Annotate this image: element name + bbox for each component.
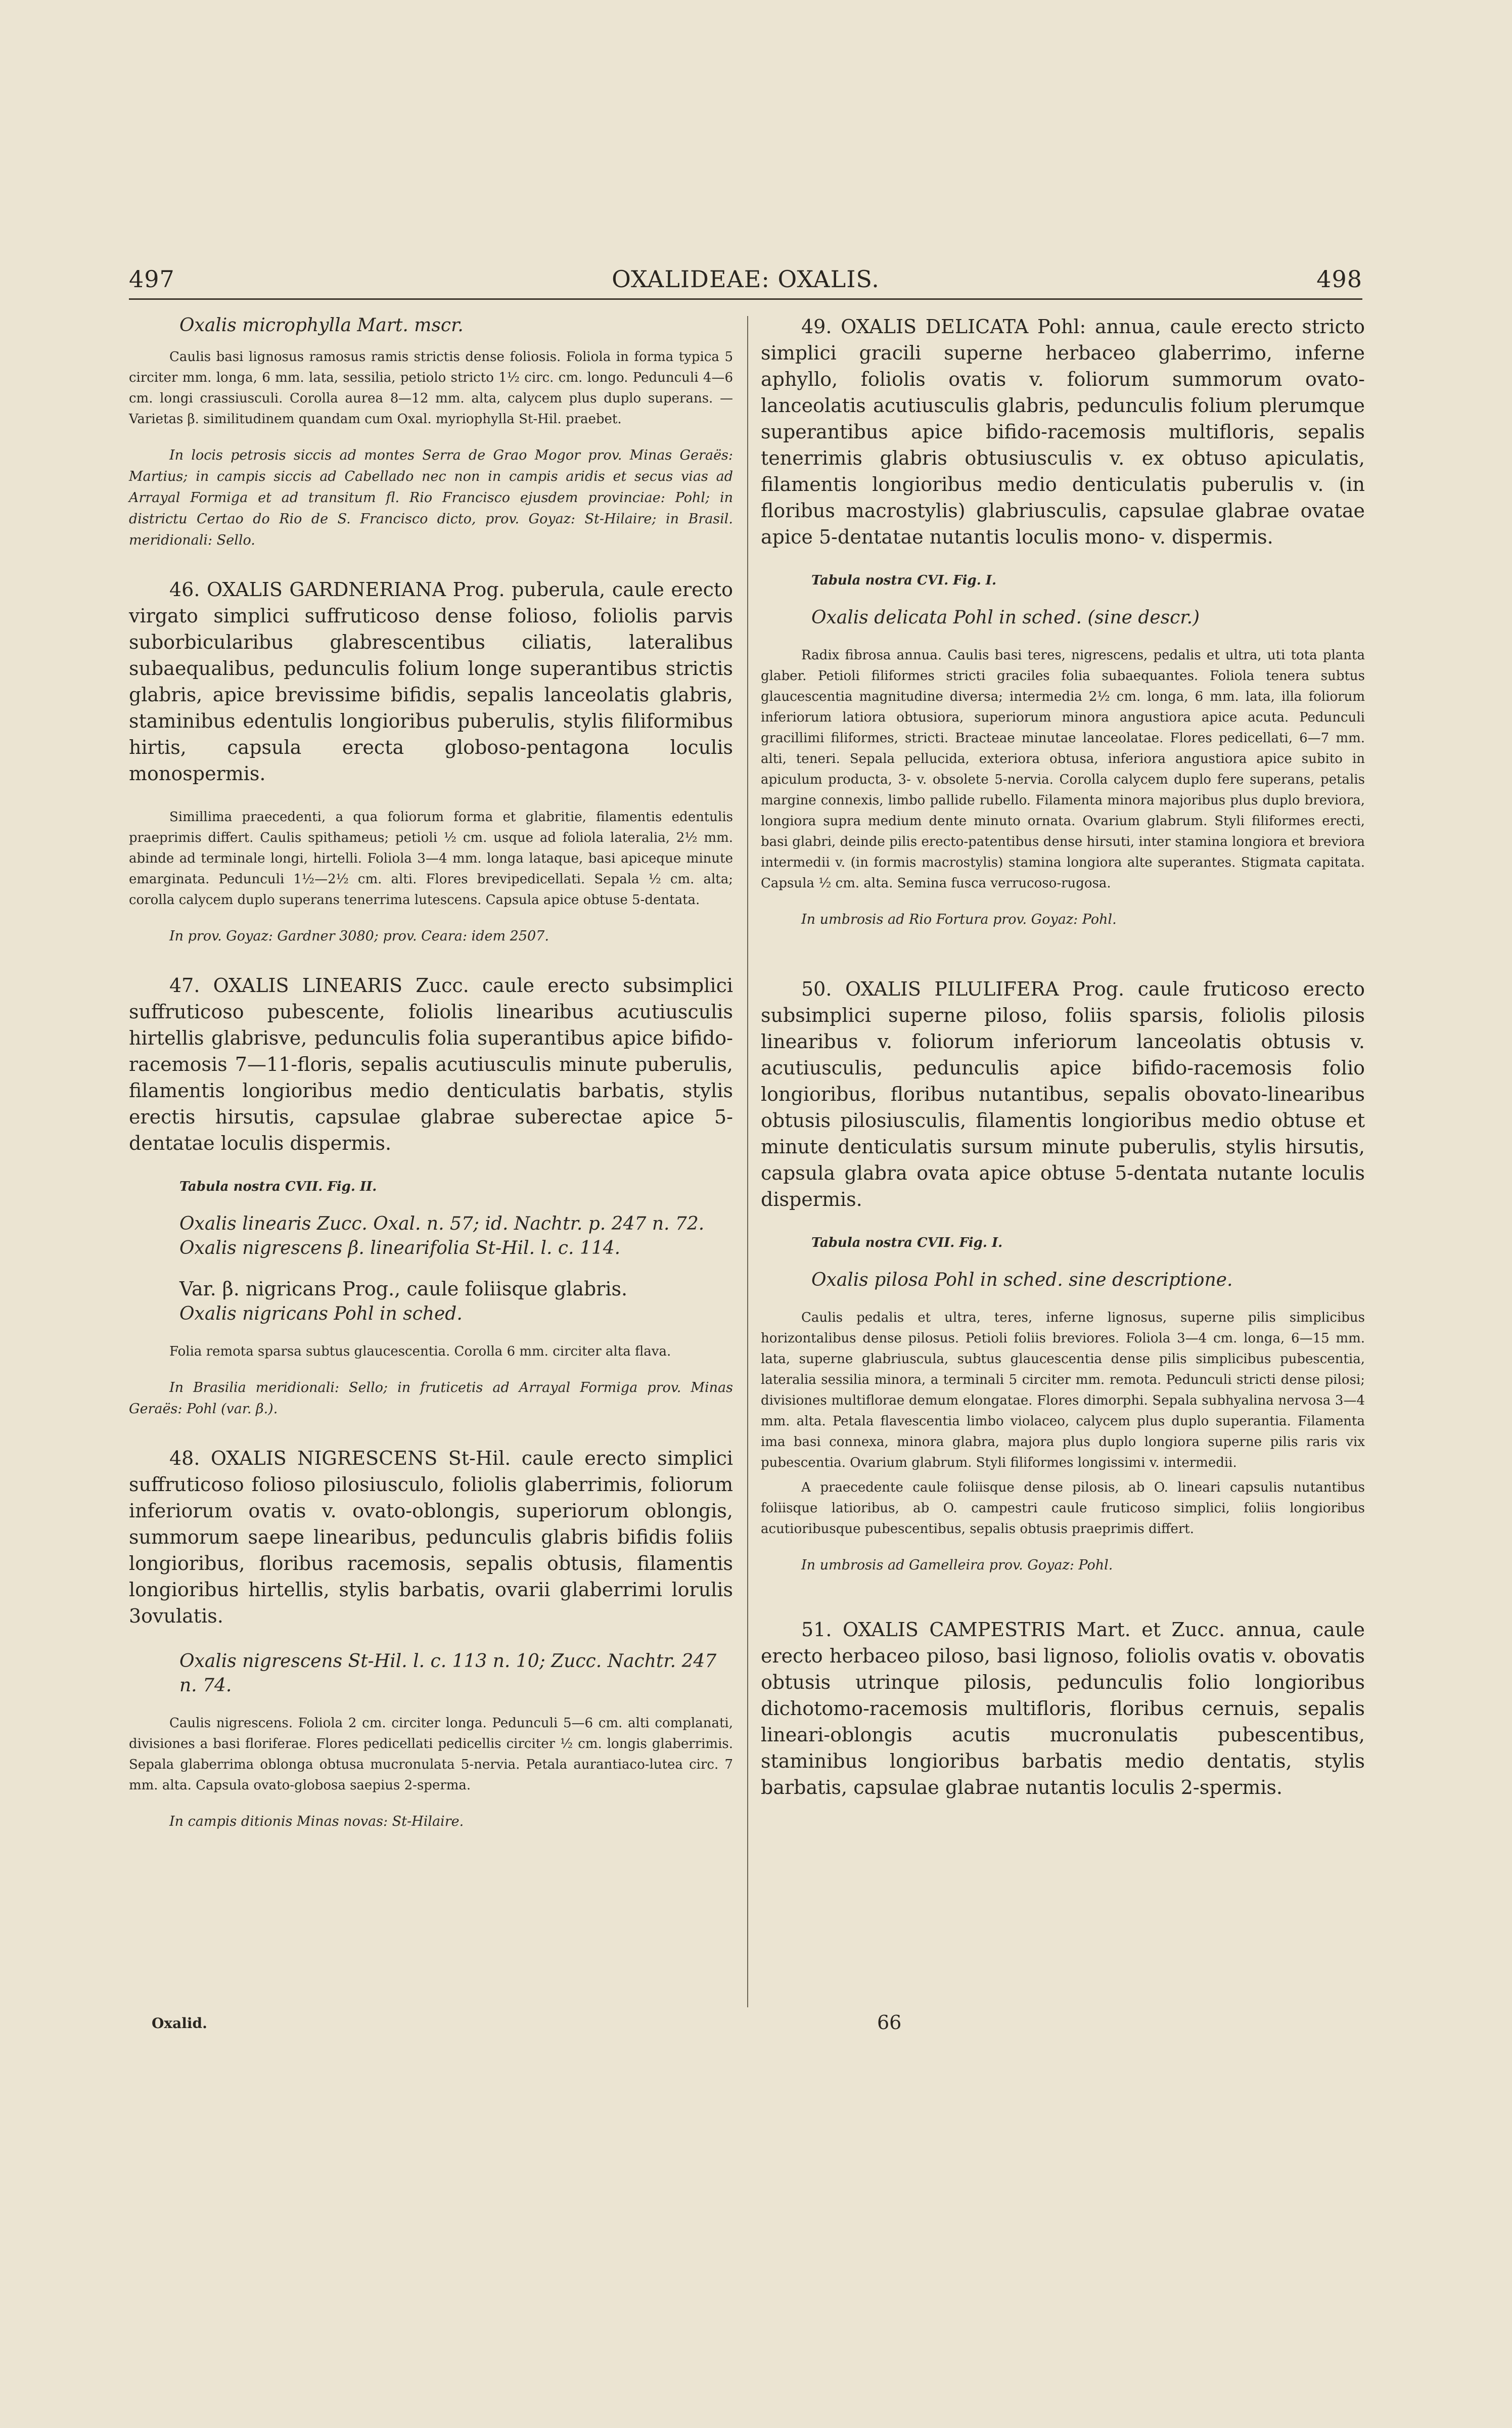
species-46-habitat: In prov. Goyaz: Gardner 3080; prov. Ceara: idem 2507. — [169, 928, 549, 944]
running-title: OXALIDEAE: OXALIS. — [612, 265, 880, 293]
species-48-habitat: In campis ditionis Minas novas: St-Hilaire. — [169, 1814, 464, 1829]
species-46-description: Simillima praecedenti, a qua foliorum forma et glabritie, filamentis edentulis praeprimis differt. Caulis spithameus; petioli ½ cm. usque ad foliola lateralia, 2½ mm. abinde ad terminale longi, hirtelli. Foliola 3—4 mm. longa lataque, basi apiceque minute emarginata. Pedunculi 1½—2½ cm. alti. Flores brevipedicellati. Sepala ½ cm. alta; corolla calycem duplo superans tenerrima lutescens. Capsula apice obtuse 5-dentata. — [129, 810, 733, 908]
species-50-diagnosis: 50. OXALIS PILULIFERA Prog. caule fruticoso erecto subsimplici superne piloso, foliis sparsis, foliolis pilosis linearibus v. foliorum inferiorum lanceolatis obtusis v. acutiusculis, pedunculis apice bifido-racemosis folio longioribus, floribus nutantibus, sepalis obovato-linearibus obtusis pilosiusculis, filamentis longioribus medio obtuse et minute denticulatis sursum minute puberulis, stylis hirsutis, capsula glabra ovata apice obtuse 5-dentata nutante loculis dispermis. — [761, 978, 1365, 1210]
species-47-variety: Var. β. nigricans Prog., caule foliisque glabris. — [179, 1278, 628, 1300]
species-50-description: Caulis pedalis et ultra, teres, inferne lignosus, superne pilis simplicibus horizontalibus dense pilosus. Petioli foliis breviores. Foliola 3—4 cm. longa, 6—15 mm. lata, superne glabriuscula, subtus glaucescentia dense pilis simplicibus pubescentia, lateralia sessilia minora, a terminali 5 circiter mm. remota. Pedunculi stricti dense pilosi; divisiones multiflorae demum elongatae. Flores dimorphi. Sepala subhyalina nervosa 3—4 mm. alta. Petala flavescentia limbo violaceo, calycem plus duplo superantia. Filamenta ima basi connexa, minora glabra, majora plus duplo longiora superne pilis raris vix pubescentia. Ovarium glabrum. Styli filiformes longissimi v. intermedii. — [761, 1310, 1365, 1470]
species-48-description: Caulis nigrescens. Foliola 2 cm. circiter longa. Pedunculi 5—6 cm. alti complanati, divisiones a basi floriferae. Flores pedicellati pedicellis circiter ½ cm. longis glaberrimis. Sepala glaberrima oblonga obtusa mucronulata 5-nervia. Petala aurantiaco-lutea circ. 7 mm. alta. Capsula ovato-globosa saepius 2-sperma. — [129, 1716, 733, 1793]
header-rule — [129, 298, 1362, 300]
variety-title: Oxalis microphylla Mart. mscr. — [179, 315, 464, 336]
species-50-note: A praecedente caule foliisque dense pilosis, ab O. lineari capsulis nutantibus foliisque latioribus, ab O. campestri caule fruticoso simplici, foliis longioribus acutioribusque pubescentibus, sepalis obtusis praeprimis differt. — [761, 1480, 1365, 1537]
variety-habitat: In locis petrosis siccis ad montes Serra de Grao Mogor prov. Minas Geraës: Martius; in campis siccis ad Cabellado nec non in campis aridis et secus vias ad Arrayal Formiga et ad transitum fl. Rio Francisco ejusdem provinciae: Pohl; in districtu Certao do Rio de S. Francisco dicto, prov. Goyaz: St-Hilaire; in Brasil. meridionali: Sello. — [129, 447, 733, 548]
species-50-plate: Tabula nostra CVII. Fig. I. — [811, 1235, 1003, 1250]
species-47-synonym-2: Oxalis nigrescens β. linearifolia St-Hil. l. c. 114. — [179, 1238, 621, 1258]
species-47-plate: Tabula nostra CVII. Fig. II. — [179, 1179, 377, 1194]
species-47-variety-synonym: Oxalis nigricans Pohl in sched. — [179, 1303, 463, 1324]
page-number-left: 497 — [129, 265, 175, 293]
variety-description: Caulis basi lignosus ramosus ramis strictis dense foliosis. Foliola in forma typica 5 circiter mm. longa, 6 mm. lata, sessilia, petiolo stricto 1½ circ. cm. longo. Pedunculi 4—6 cm. longi crassiusculi. Corolla aurea 8—12 mm. alta, calycem plus duplo superans. — Varietas β. similitudinem quandam cum Oxal. myriophylla St-Hil. praebet. — [129, 349, 733, 427]
page-number-right: 498 — [1316, 265, 1362, 293]
sheet-number: 66 — [877, 2011, 902, 2034]
species-47-diagnosis: 47. OXALIS LINEARIS Zucc. caule erecto subsimplici suffruticoso pubescente, foliolis linearibus acutiusculis hirtellis glabrisve, pedunculis folia superantibus apice bifido-racemosis 7—11-floris, sepalis acutiusculis minute puberulis, filamentis longioribus medio denticulatis barbatis, stylis erectis hirsutis, capsulae glabrae suberectae apice 5-dentatae loculis dispermis. — [129, 974, 733, 1154]
species-47-habitat: In Brasilia meridionali: Sello; in fruticetis ad Arrayal Formiga prov. Minas Geraës: Pohl (var. β.). — [129, 1380, 733, 1417]
species-46-diagnosis: 46. OXALIS GARDNERIANA Prog. puberula, caule erecto virgato simplici suffruticoso dense folioso, foliolis parvis suborbicularibus glabrescentibus ciliatis, lateralibus subaequalibus, pedunculis folium longe superantibus strictis glabris, apice brevissime bifidis, sepalis lanceolatis glabris, staminibus edentulis longioribus puberulis, stylis filiformibus hirtis, capsula erecta globoso-pentagona loculis monospermis. — [129, 578, 733, 785]
species-47-synonym-1: Oxalis linearis Zucc. Oxal. n. 57; id. Nachtr. p. 247 n. 72. — [179, 1213, 705, 1234]
species-49-synonym: Oxalis delicata Pohl in sched. (sine descr.) — [811, 607, 1200, 628]
running-header — [129, 265, 1362, 296]
species-49-description: Radix fibrosa annua. Caulis basi teres, nigrescens, pedalis et ultra, uti tota planta glaber. Petioli filiformes stricti graciles folia subaequantes. Foliola tenera subtus glaucescentia magnitudine diversa; intermedia 2½ cm. longa, 6 mm. lata, illa foliorum inferiorum latiora obtusiora, superiorum minora angustiora apice acuta. Pedunculi gracillimi filiformes, stricti. Bracteae minutae lanceolatae. Flores pedicellati, 6—7 mm. alti, teneri. Sepala pellucida, exteriora obtusa, inferiora angustiora apice subito in apiculum producta, 3- v. obsolete 5-nervia. Corolla calycem duplo fere superans, petalis margine connexis, limbo pallide rubello. Filamenta minora majoribus plus duplo breviora, longiora supra medium dente minuto ornata. Ovarium glabrum. Styli filiformes erecti, basi glabri, deinde pilis erecto-patentibus dense hirsuti, inter stamina longiora et breviora intermedii v. (in formis macrostylis) stamina longiora alte superantes. Stigmata capitata. Capsula ½ cm. alta. Semina fusca verrucoso-rugosa. — [761, 648, 1365, 891]
left-column — [129, 313, 733, 1858]
species-47-description: Folia remota sparsa subtus glaucescentia. Corolla 6 mm. circiter alta flava. — [169, 1344, 671, 1359]
species-49-habitat: In umbrosis ad Rio Fortura prov. Goyaz: Pohl. — [801, 912, 1117, 927]
species-48-synonym: Oxalis nigrescens St-Hil. l. c. 113 n. 10; Zucc. Nachtr. 247 n. 74. — [179, 1651, 717, 1696]
species-49-diagnosis: 49. OXALIS DELICATA Pohl: annua, caule erecto stricto simplici gracili superne herbaceo glaberrimo, inferne aphyllo, foliolis ovatis v. foliorum summorum ovato-lanceolatis acutiusculis glabris, pedunculis folium plerumque superantibus apice bifido-racemosis multifloris, sepalis tenerrimis glabris obtusiusculis v. ex obtuso apiculatis, filamentis longioribus medio denticulatis puberulis v. (in floribus macrostylis) glabriusculis, capsulae glabrae ovatae apice 5-dentatae nutantis loculis mono- v. dispermis. — [761, 316, 1365, 548]
column-divider — [747, 316, 748, 2007]
right-column — [761, 313, 1365, 1821]
species-49-plate: Tabula nostra CVI. Fig. I. — [811, 573, 997, 588]
species-51-diagnosis: 51. OXALIS CAMPESTRIS Mart. et Zucc. annua, caule erecto herbaceo piloso, basi lignoso, foliolis ovatis v. obovatis obtusis utrinque pilosis, pedunculis folio longioribus dichotomo-racemosis multifloris, floribus cernuis, sepalis lineari-oblongis acutis mucronulatis pubescentibus, staminibus longioribus barbatis medio dentatis, stylis barbatis, capsulae glabrae nutantis loculis 2-spermis. — [761, 1618, 1365, 1798]
signature-mark: Oxalid. — [152, 2015, 207, 2032]
species-48-diagnosis: 48. OXALIS NIGRESCENS St-Hil. caule erecto simplici suffruticoso folioso pilosiusculo, foliolis glaberrimis, foliorum inferiorum ovatis v. ovato-oblongis, superiorum oblongis, summorum saepe linearibus, pedunculis glabris bifidis foliis longioribus, floribus racemosis, sepalis obtusis, filamentis longioribus hirtellis, stylis barbatis, ovarii glaberrimi lorulis 3ovulatis. — [129, 1447, 733, 1627]
species-50-synonym: Oxalis pilosa Pohl in sched. sine descriptione. — [811, 1270, 1233, 1290]
species-50-habitat: In umbrosis ad Gamelleira prov. Goyaz: Pohl. — [801, 1557, 1113, 1573]
